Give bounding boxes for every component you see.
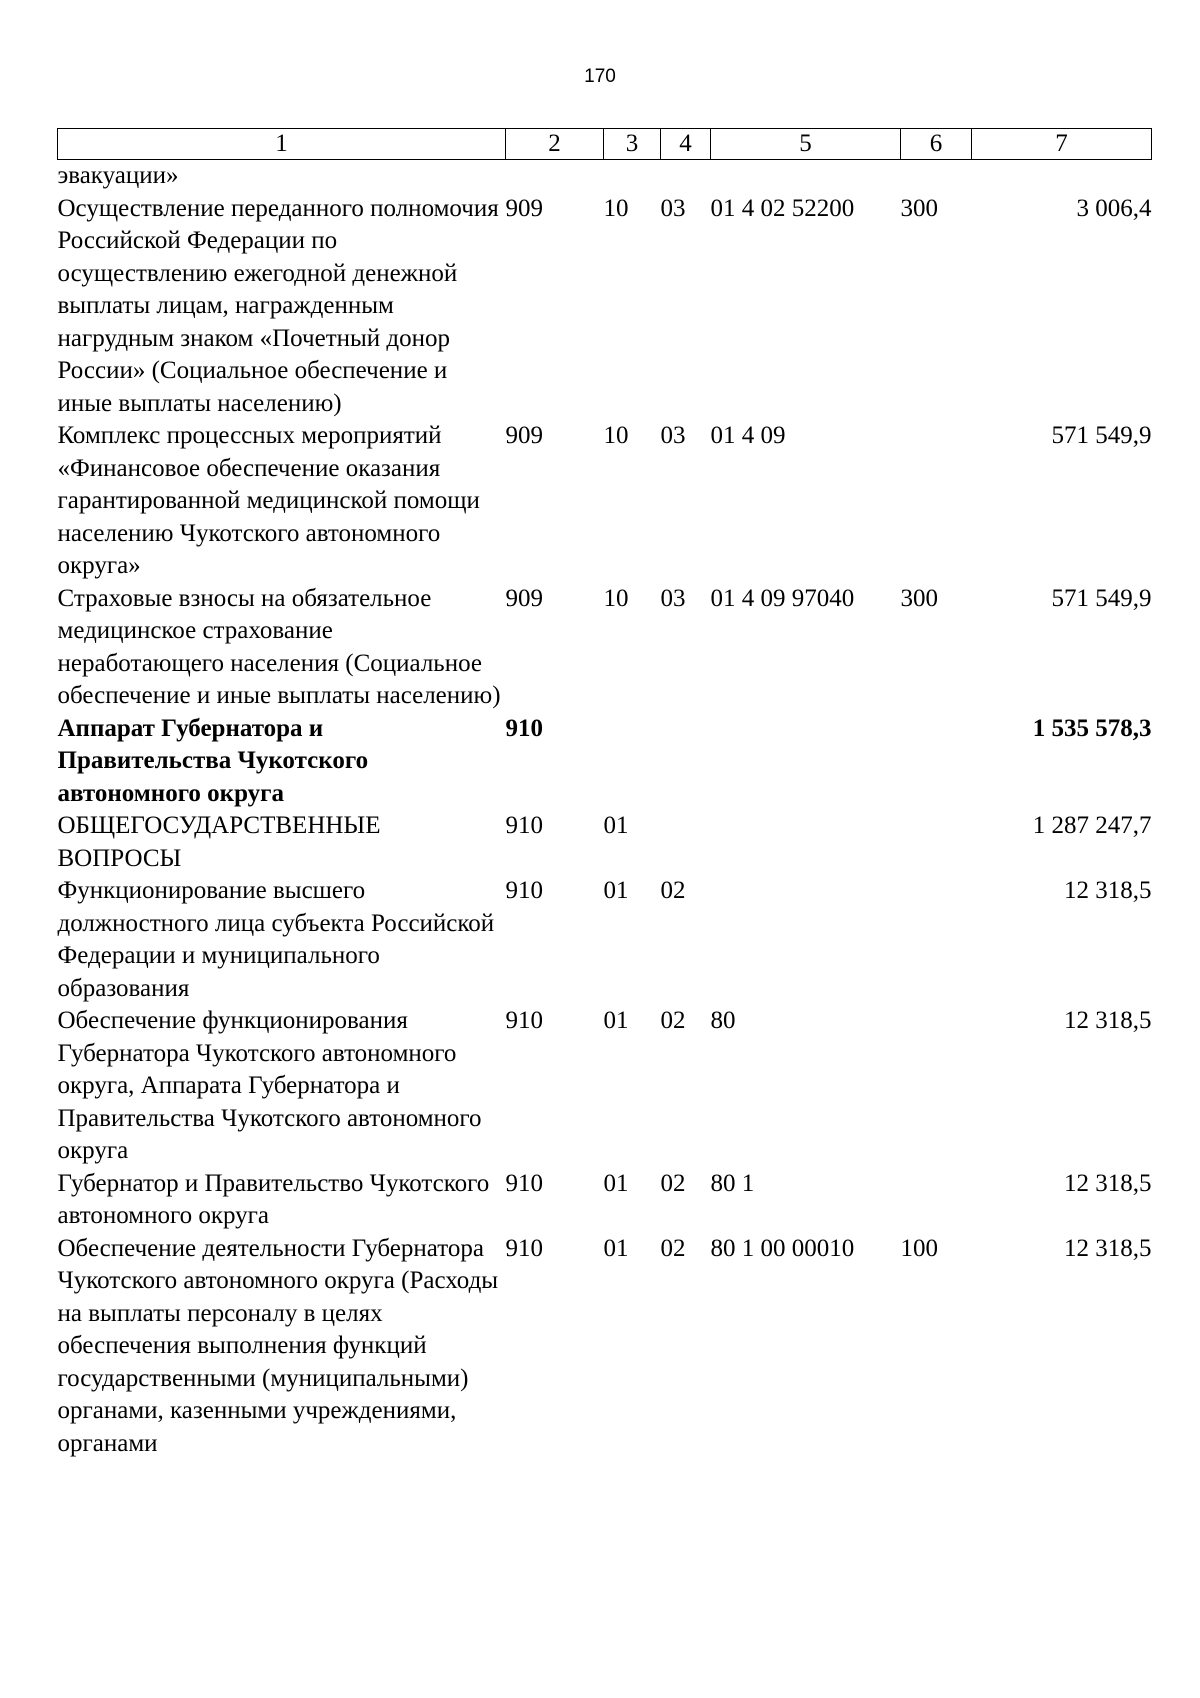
cell-amount bbox=[972, 160, 1152, 193]
cell-amount: 1 535 578,3 bbox=[1032, 714, 1152, 742]
header-col-6: 6 bbox=[901, 129, 972, 160]
cell-expense-type: 100 bbox=[900, 1234, 938, 1262]
header-col-2: 2 bbox=[506, 129, 604, 160]
table-row bbox=[58, 810, 1152, 875]
cell-name: Осуществление переданного полномочия Российской Федерации по осуществлению ежегодной денежной выплаты лицам, награжденным нагрудным знаком «Почетный донор России» (Социальное обеспечение и иные выплаты населению) bbox=[57, 194, 499, 417]
cell-target-article: 80 1 bbox=[710, 1169, 755, 1197]
cell-section: 01 bbox=[603, 1234, 629, 1262]
cell-expense-type bbox=[901, 875, 972, 1005]
cell-name: Комплекс процессных мероприятий «Финансовое обеспечение оказания гарантированной медицинской помощи населению Чукотского автономного округа» bbox=[57, 422, 480, 579]
cell-expense-type bbox=[901, 160, 972, 193]
cell-target-article: 01 4 09 97040 bbox=[710, 584, 855, 612]
cell-section: 01 bbox=[603, 1169, 629, 1197]
cell-subsection: 03 bbox=[660, 422, 686, 449]
cell-amount: 12 318,5 bbox=[1064, 1234, 1152, 1262]
cell-name: Аппарат Губернатора и Правительства Чукотского автономного округа bbox=[57, 714, 369, 807]
cell-section: 10 bbox=[603, 584, 629, 612]
table-body bbox=[58, 160, 1152, 1461]
cell-ministry-code: 910 bbox=[505, 1007, 543, 1034]
cell-ministry-code: 910 bbox=[505, 812, 543, 839]
cell-ministry-code: 910 bbox=[505, 1169, 543, 1197]
table-row bbox=[58, 1168, 1152, 1233]
cell-subsection: 02 bbox=[660, 877, 686, 904]
cell-expense-type: 300 bbox=[900, 194, 938, 222]
cell-subsection: 02 bbox=[660, 1169, 686, 1197]
cell-amount: 12 318,5 bbox=[1064, 877, 1152, 904]
cell-expense-type: 300 bbox=[900, 584, 938, 612]
cell-ministry-code: 909 bbox=[505, 422, 543, 449]
table-row bbox=[58, 875, 1152, 1005]
cell-amount: 12 318,5 bbox=[1064, 1007, 1152, 1034]
header-col-1: 1 bbox=[58, 129, 506, 160]
header-col-7: 7 bbox=[972, 129, 1152, 160]
cell-ministry-code: 910 bbox=[505, 877, 543, 904]
cell-amount: 3 006,4 bbox=[1076, 194, 1152, 222]
table-row bbox=[58, 583, 1152, 713]
cell-section: 01 bbox=[603, 1007, 629, 1034]
cell-name: Страховые взносы на обязательное медицинское страхование неработающего населения (Социальное обеспечение и иные выплаты населению) bbox=[57, 584, 501, 709]
cell-name: эвакуации» bbox=[57, 162, 179, 189]
table-row bbox=[58, 193, 1152, 421]
cell-subsection bbox=[661, 713, 711, 811]
table-row bbox=[58, 1233, 1152, 1461]
cell-section: 10 bbox=[603, 194, 629, 222]
cell-target-article bbox=[711, 810, 901, 875]
cell-name: Обеспечение деятельности Губернатора Чукотского автономного округа (Расходы на выплаты персоналу в целях обеспечения выполнения функций государственными (муниципальными) органами, казенными учреждениями, органами bbox=[57, 1234, 499, 1457]
header-row bbox=[58, 129, 1152, 160]
cell-section: 01 bbox=[603, 812, 629, 839]
cell-name: Функционирование высшего должностного лица субъекта Российской Федерации и муниципального образования bbox=[57, 877, 495, 1002]
cell-expense-type bbox=[901, 1005, 972, 1168]
cell-expense-type bbox=[901, 713, 972, 811]
cell-name: Губернатор и Правительство Чукотского автономного округа bbox=[57, 1169, 490, 1229]
cell-amount: 571 549,9 bbox=[1051, 422, 1152, 449]
cell-subsection bbox=[661, 160, 711, 193]
cell-target-article: 01 4 02 52200 bbox=[710, 194, 855, 222]
cell-section bbox=[604, 713, 661, 811]
cell-subsection: 02 bbox=[660, 1234, 686, 1262]
cell-section: 01 bbox=[603, 877, 629, 904]
cell-subsection: 02 bbox=[660, 1007, 686, 1034]
table-row bbox=[58, 420, 1152, 583]
cell-subsection bbox=[661, 810, 711, 875]
table-header bbox=[58, 129, 1152, 160]
cell-name: ОБЩЕГОСУДАРСТВЕННЫЕ ВОПРОСЫ bbox=[57, 812, 381, 872]
cell-target-article bbox=[711, 875, 901, 1005]
cell-expense-type bbox=[901, 1168, 972, 1233]
cell-section: 10 bbox=[603, 422, 629, 449]
cell-target-article: 80 bbox=[710, 1007, 736, 1034]
table-row bbox=[58, 160, 1152, 193]
budget-table bbox=[57, 128, 1152, 1460]
cell-section bbox=[604, 160, 661, 193]
table-row bbox=[58, 713, 1152, 811]
cell-name: Обеспечение функционирования Губернатора Чукотского автономного округа, Аппарата Губернатора и Правительства Чукотского автономного округа bbox=[57, 1007, 482, 1164]
cell-target-article bbox=[711, 713, 901, 811]
header-col-3: 3 bbox=[604, 129, 661, 160]
header-col-4: 4 bbox=[661, 129, 711, 160]
page-number: 170 bbox=[584, 66, 616, 87]
cell-ministry-code: 909 bbox=[505, 584, 543, 612]
cell-amount: 571 549,9 bbox=[1051, 584, 1152, 612]
cell-subsection: 03 bbox=[660, 194, 686, 222]
cell-subsection: 03 bbox=[660, 584, 686, 612]
cell-amount: 12 318,5 bbox=[1064, 1169, 1152, 1197]
header-col-5: 5 bbox=[711, 129, 901, 160]
table-row bbox=[58, 1005, 1152, 1168]
cell-ministry-code bbox=[506, 160, 604, 193]
cell-amount: 1 287 247,7 bbox=[1032, 812, 1152, 839]
cell-ministry-code: 909 bbox=[505, 194, 543, 222]
cell-ministry-code: 910 bbox=[505, 1234, 543, 1262]
cell-expense-type bbox=[901, 810, 972, 875]
cell-expense-type bbox=[901, 420, 972, 583]
cell-ministry-code: 910 bbox=[505, 714, 543, 742]
cell-target-article bbox=[711, 160, 901, 193]
cell-target-article: 01 4 09 bbox=[710, 422, 786, 449]
cell-target-article: 80 1 00 00010 bbox=[710, 1234, 855, 1262]
